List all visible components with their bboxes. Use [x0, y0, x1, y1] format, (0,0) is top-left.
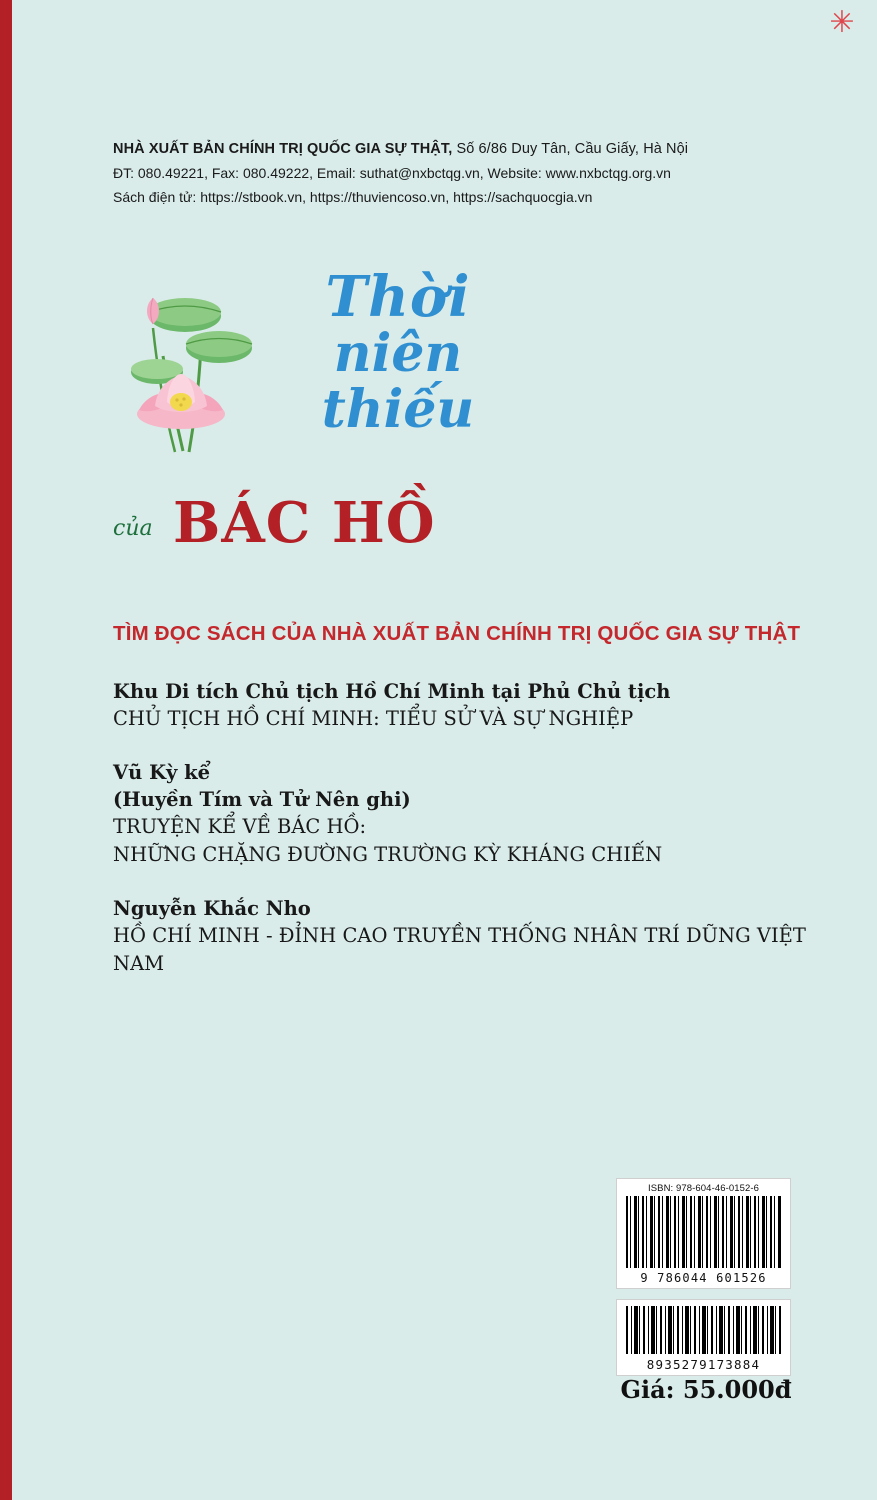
book-title-line: HỒ CHÍ MINH - ĐỈNH CAO TRUYỀN THỐNG NHÂN TRÍ DŨNG VIỆT NAM	[113, 924, 806, 975]
book-author: Khu Di tích Chủ tịch Hồ Chí Minh tại Phủ Chủ tịch	[113, 680, 671, 703]
script-title-line2: niên	[333, 323, 463, 384]
asterisk-flower-icon: ✳	[829, 5, 855, 40]
book-subtitle: (Huyền Tím và Tử Nên ghi)	[113, 788, 411, 811]
list-item	[113, 759, 813, 869]
script-title-line3: thiếu	[321, 379, 475, 440]
promo-book-list	[113, 678, 813, 1004]
title-bacho: BÁC HỒ	[173, 490, 436, 556]
ean-bars	[626, 1306, 781, 1354]
isbn-digits: 9 786044 601526	[640, 1271, 767, 1285]
book-title-line: NHỮNG CHẶNG ĐƯỜNG TRƯỜNG KỲ KHÁNG CHIẾN	[113, 843, 663, 866]
list-item	[113, 678, 813, 733]
book-title-line: CHỦ TỊCH HỒ CHÍ MINH: TIỂU SỬ VÀ SỰ NGHIỆP	[113, 707, 634, 730]
book-title-line: TRUYỆN KỂ VỀ BÁC HỒ:	[113, 815, 367, 838]
isbn-label: ISBN: 978-604-46-0152-6	[647, 1183, 760, 1194]
script-title	[263, 264, 533, 440]
spine-strip	[0, 0, 12, 1500]
list-item	[113, 895, 813, 978]
price-label: Giá: 55.000đ	[620, 1375, 792, 1404]
barcode-area	[616, 1178, 791, 1376]
book-author: Nguyễn Khắc Nho	[113, 897, 311, 920]
promo-heading: TÌM ĐỌC SÁCH CỦA NHÀ XUẤT BẢN CHÍNH TRỊ QUỐC GIA SỰ THẬT	[113, 622, 801, 645]
publisher-contact: ĐT: 080.49221, Fax: 080.49222, Email: suthat@nxbctqg.vn, Website: www.nxbctqg.org.vn	[113, 165, 671, 181]
lotus-flower-icon	[123, 276, 273, 466]
publisher-address: Số 6/86 Duy Tân, Cầu Giấy, Hà Nội	[452, 141, 689, 157]
isbn-barcode	[616, 1178, 791, 1289]
isbn-bars	[626, 1196, 781, 1268]
ean-digits: 8935279173884	[646, 1357, 761, 1372]
publisher-name: NHÀ XUẤT BẢN CHÍNH TRỊ QUỐC GIA SỰ THẬT,	[113, 141, 453, 157]
publisher-ebooks: Sách điện tử: https://stbook.vn, https://thuviencoso.vn, https://sachquocgia.vn	[113, 189, 593, 205]
publisher-block	[113, 139, 813, 207]
script-title-line1: Thời	[325, 264, 471, 330]
book-author: Vũ Kỳ kể	[113, 761, 211, 784]
publisher-name-line	[113, 139, 813, 159]
ean-barcode	[616, 1299, 791, 1376]
cover-logo	[113, 264, 533, 563]
title-cua: của	[113, 516, 153, 541]
